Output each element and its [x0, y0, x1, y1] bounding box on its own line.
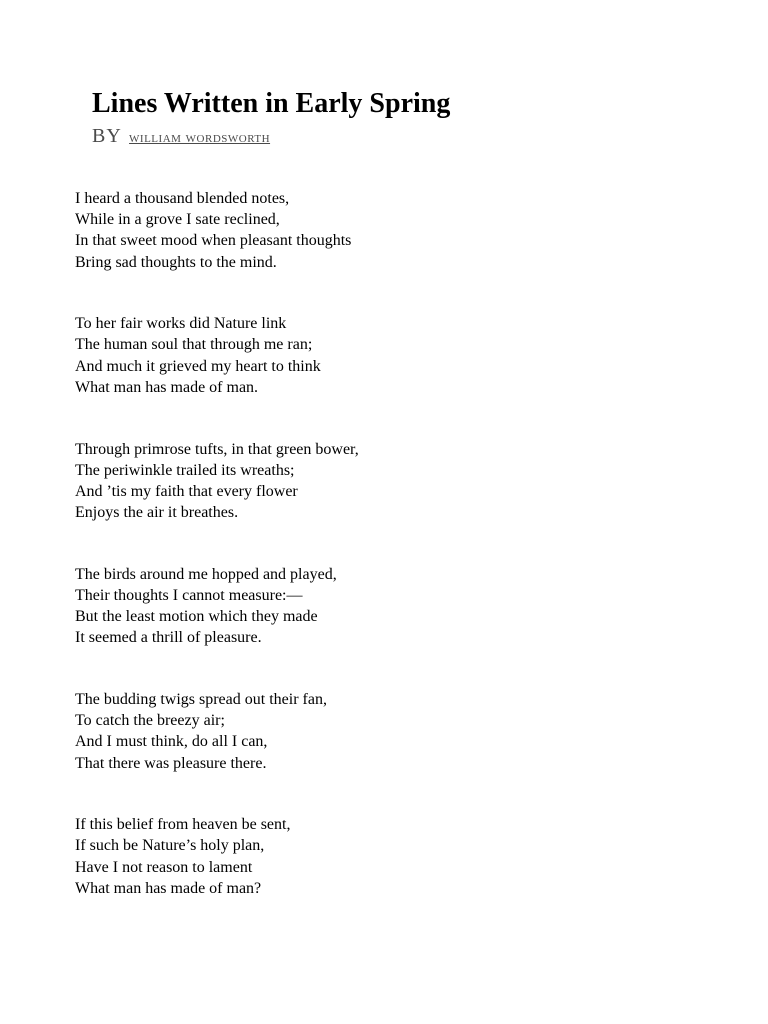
stanza-6	[75, 814, 715, 899]
poem-body	[75, 188, 715, 940]
stanza-5	[75, 689, 715, 774]
poem-line: Their thoughts I cannot measure:—	[75, 586, 303, 604]
poem-line: If this belief from heaven be sent,	[75, 816, 291, 834]
poem-line: In that sweet mood when pleasant thoughts	[75, 232, 352, 250]
poem-line: But the least motion which they made	[75, 608, 318, 626]
poem-line: What man has made of man?	[75, 879, 262, 897]
poem-line: To her fair works did Nature link	[75, 315, 287, 333]
poem-line: I heard a thousand blended notes,	[75, 190, 290, 207]
stanza-4	[75, 564, 715, 649]
poem-line: And ’tis my faith that every flower	[75, 482, 298, 500]
poem-title: Lines Written in Early Spring	[92, 88, 451, 119]
byline	[92, 123, 270, 151]
poem-line: And much it grieved my heart to think	[75, 357, 321, 375]
stanza-3	[75, 439, 715, 524]
poem-line: To catch the breezy air;	[75, 712, 225, 730]
poem-line: It seemed a thrill of pleasure.	[75, 629, 262, 647]
poem-line: Have I not reason to lament	[75, 858, 253, 876]
poem-line: Enjoys the air it breathes.	[75, 504, 239, 522]
by-label: BY	[92, 125, 122, 147]
poem-line: If such be Nature’s holy plan,	[75, 837, 265, 855]
poem-line: While in a grove I sate reclined,	[75, 211, 280, 229]
poem-line: The human soul that through me ran;	[75, 336, 313, 354]
stanza-2	[75, 313, 715, 398]
poem-line: What man has made of man.	[75, 378, 259, 396]
author-link[interactable]: william wordsworth	[129, 130, 271, 146]
poem-line: Bring sad thoughts to the mind.	[75, 253, 277, 271]
poem-line: The birds around me hopped and played,	[75, 565, 337, 583]
poem-line: The budding twigs spread out their fan,	[75, 691, 327, 708]
stanza-1	[75, 188, 715, 273]
poem-line: And I must think, do all I can,	[75, 733, 268, 751]
poem-line: That there was pleasure there.	[75, 754, 267, 772]
poem-line: Through primrose tufts, in that green bower,	[75, 440, 359, 458]
poem-line: The periwinkle trailed its wreaths;	[75, 461, 295, 479]
